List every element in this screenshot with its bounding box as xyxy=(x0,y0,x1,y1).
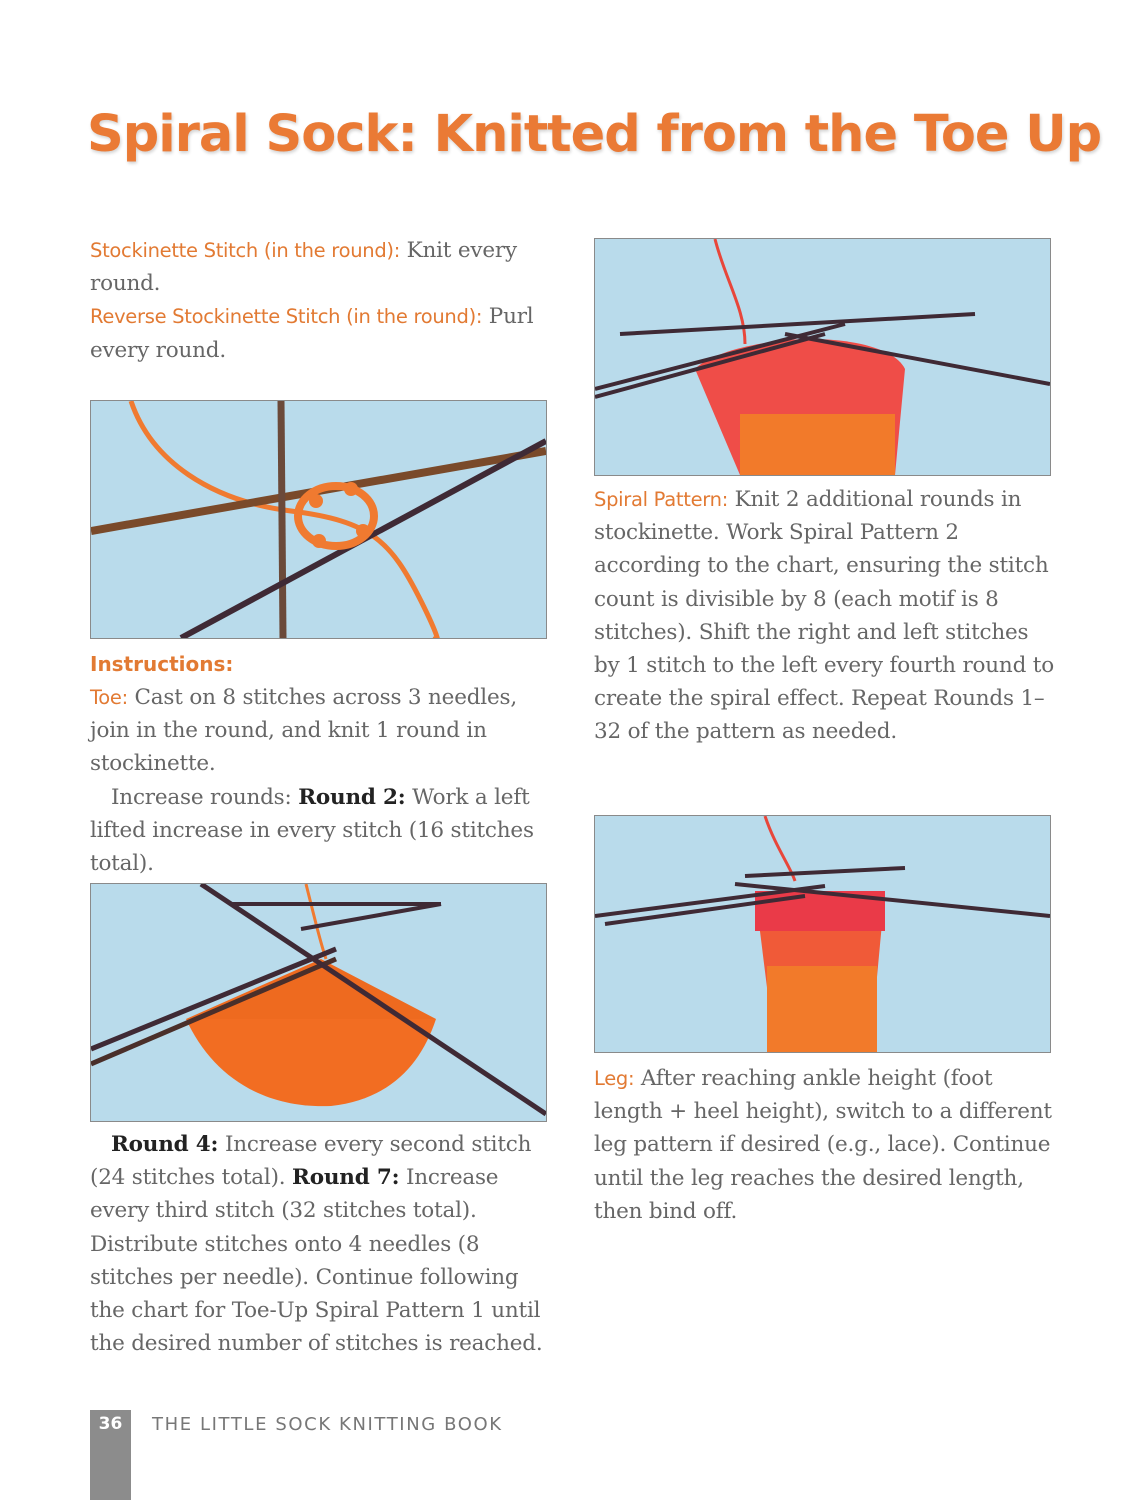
round2-label: Round 2: xyxy=(298,784,406,810)
running-footer-book-title: THE LITTLE SOCK KNITTING BOOK xyxy=(152,1414,503,1435)
leg-label: Leg: xyxy=(594,1067,635,1090)
toe-increases-illustration xyxy=(91,884,546,1121)
photo-toe-increases xyxy=(90,883,547,1122)
round4-block xyxy=(90,1128,555,1360)
page-title: Spiral Sock: Knitted from the Toe Up xyxy=(87,105,1102,164)
stockinette-text: Knit every round. xyxy=(90,238,517,297)
round4-text: Increase every second stitch (24 stitches total). xyxy=(90,1132,532,1191)
page-number: 36 xyxy=(98,1414,123,1434)
photo-leg xyxy=(594,815,1051,1053)
leg-block xyxy=(594,1062,1054,1228)
leg-text: After reaching ankle height (foot length + heel height), switch to a different leg pattern if desired (e.g., lace). Continue until the leg reaches the desired length, then bind off. xyxy=(594,1066,1052,1224)
stockinette-definition xyxy=(90,234,560,300)
toe-text: Cast on 8 stitches across 3 needles, join in the round, and knit 1 round in stockinette. xyxy=(90,685,517,777)
toe-instruction xyxy=(90,681,555,781)
round4-round7-instruction xyxy=(90,1128,555,1360)
round2-text: Work a left lifted increase in every stitch (16 stitches total). xyxy=(90,784,534,877)
cast-on-toe-illustration xyxy=(91,401,546,638)
photo-cast-on-toe xyxy=(90,400,547,639)
instructions-block xyxy=(90,648,555,880)
reverse-stockinette-text: Purl every round. xyxy=(90,304,534,363)
spiral-pattern-illustration xyxy=(595,239,1050,475)
stitch-definitions xyxy=(90,234,560,367)
increase-rounds-intro: Increase rounds: xyxy=(111,784,292,810)
spiral-pattern-text: Knit 2 additional rounds in stockinette. Work Spiral Pattern 2 according to the chart, ensuring the stitch count is divisible by 8 (each motif is 8 stitches). Shift the right and left stitches by 1 stitch to the left every fourth round to create the spiral effect. Repeat Rounds 1–32 of the pattern as needed. xyxy=(594,487,1054,745)
round2-instruction xyxy=(90,781,555,881)
round4-label: Round 4: xyxy=(111,1132,219,1157)
instructions-heading: Instructions: xyxy=(90,652,234,676)
spiral-pattern-block xyxy=(594,483,1059,749)
spiral-pattern-label: Spiral Pattern: xyxy=(594,488,728,511)
leg-illustration xyxy=(595,816,1050,1052)
spiral-pattern-instruction xyxy=(594,483,1059,749)
round7-text: Increase every third stitch (32 stitches total). Distribute stitches onto 4 needles (8 stitches per needle). Continue following the chart for Toe-Up Spiral Pattern 1 until the desired number of stitches is reached. xyxy=(90,1165,543,1357)
round7-label: Round 7: xyxy=(292,1165,400,1191)
stockinette-label: Stockinette Stitch (in the round): xyxy=(90,239,400,262)
toe-label: Toe: xyxy=(90,686,128,709)
reverse-stockinette-label: Reverse Stockinette Stitch (in the round): xyxy=(90,305,483,329)
reverse-stockinette-definition xyxy=(90,300,560,366)
photo-spiral-pattern xyxy=(594,238,1051,476)
leg-instruction xyxy=(594,1062,1054,1228)
